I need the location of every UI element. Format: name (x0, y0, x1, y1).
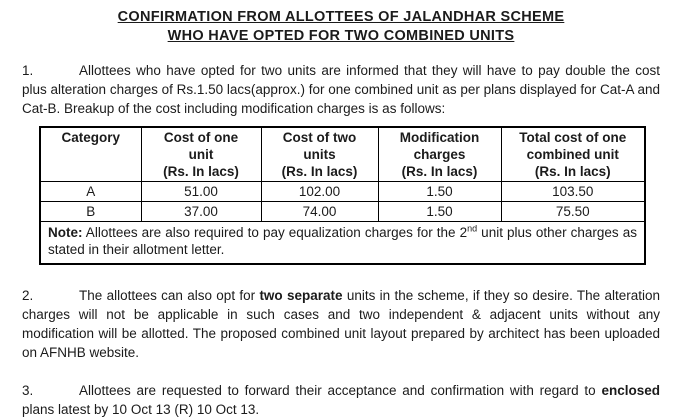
document-title-line2: WHO HAVE OPTED FOR TWO COMBINED UNITS (167, 28, 515, 44)
paragraph-2 (22, 286, 660, 362)
row-a-cost-one-unit: 51.00 (141, 182, 261, 202)
table-header-row (40, 127, 645, 182)
row-a-cost-two-units: 102.00 (261, 182, 378, 202)
paragraph-3-text-2: plans latest by 10 Oct 13 (R) 10 Oct 13. (22, 402, 260, 417)
header-modification-charges: Modification charges (Rs. In lacs) (378, 127, 501, 182)
row-b-modification: 1.50 (378, 202, 501, 222)
paragraph-2-text-2: units in the scheme, if they so desire. The alteration charges will not be applicable in such cases and two independent & adjacent units without any modification will be allotted. The proposed combined unit layout prepared by architect has been uploaded on AFNHB website. (22, 288, 660, 360)
cost-breakup-table (39, 126, 646, 265)
row-a-category: A (40, 182, 141, 202)
table-row (40, 202, 645, 222)
table-row (40, 182, 645, 202)
header-cost-one-unit: Cost of one unit (Rs. In lacs) (141, 127, 261, 182)
paragraph-2-number: 2. (22, 288, 34, 303)
row-b-cost-one-unit: 37.00 (141, 202, 261, 222)
paragraph-3 (22, 381, 660, 419)
paragraph-2-bold-text: two separate (259, 288, 343, 303)
paragraph-3-bold-text: enclosed (601, 383, 660, 398)
row-b-category: B (40, 202, 141, 222)
header-total-cost: Total cost of one combined unit (Rs. In lacs) (501, 127, 645, 182)
table-note (40, 222, 645, 265)
table-note-row (40, 222, 645, 265)
row-a-total: 103.50 (501, 182, 645, 202)
header-cost-two-units: Cost of two units (Rs. In lacs) (261, 127, 378, 182)
paragraph-2-text-1: The allottees can also opt for (79, 288, 260, 303)
paragraph-1-number: 1. (22, 63, 34, 78)
note-superscript: nd (467, 223, 478, 234)
note-text-after-sup: unit plus other charges as stated in their allotment letter. (48, 225, 637, 257)
document-title (22, 8, 660, 46)
note-text-before-sup: Allottees are also required to pay equalization charges for the 2 (82, 225, 468, 240)
paragraph-3-text-1: Allottees are requested to forward their acceptance and confirmation with regard to (79, 383, 602, 398)
row-a-modification: 1.50 (378, 182, 501, 202)
paragraph-1-text: Allottees who have opted for two units are informed that they will have to pay double the cost plus alteration charges of Rs.1.50 lacs(approx.) for one combined unit as per plans displayed for Cat-A and Cat-B. Breakup of the cost including modification charges is as follows: (22, 63, 660, 116)
paragraph-1 (22, 61, 660, 118)
document-title-line1: CONFIRMATION FROM ALLOTTEES OF JALANDHAR SCHEME (117, 9, 565, 25)
paragraph-3-number: 3. (22, 383, 34, 398)
row-b-cost-two-units: 74.00 (261, 202, 378, 222)
header-category: Category (40, 127, 141, 182)
row-b-total: 75.50 (501, 202, 645, 222)
note-label: Note: (48, 225, 83, 240)
